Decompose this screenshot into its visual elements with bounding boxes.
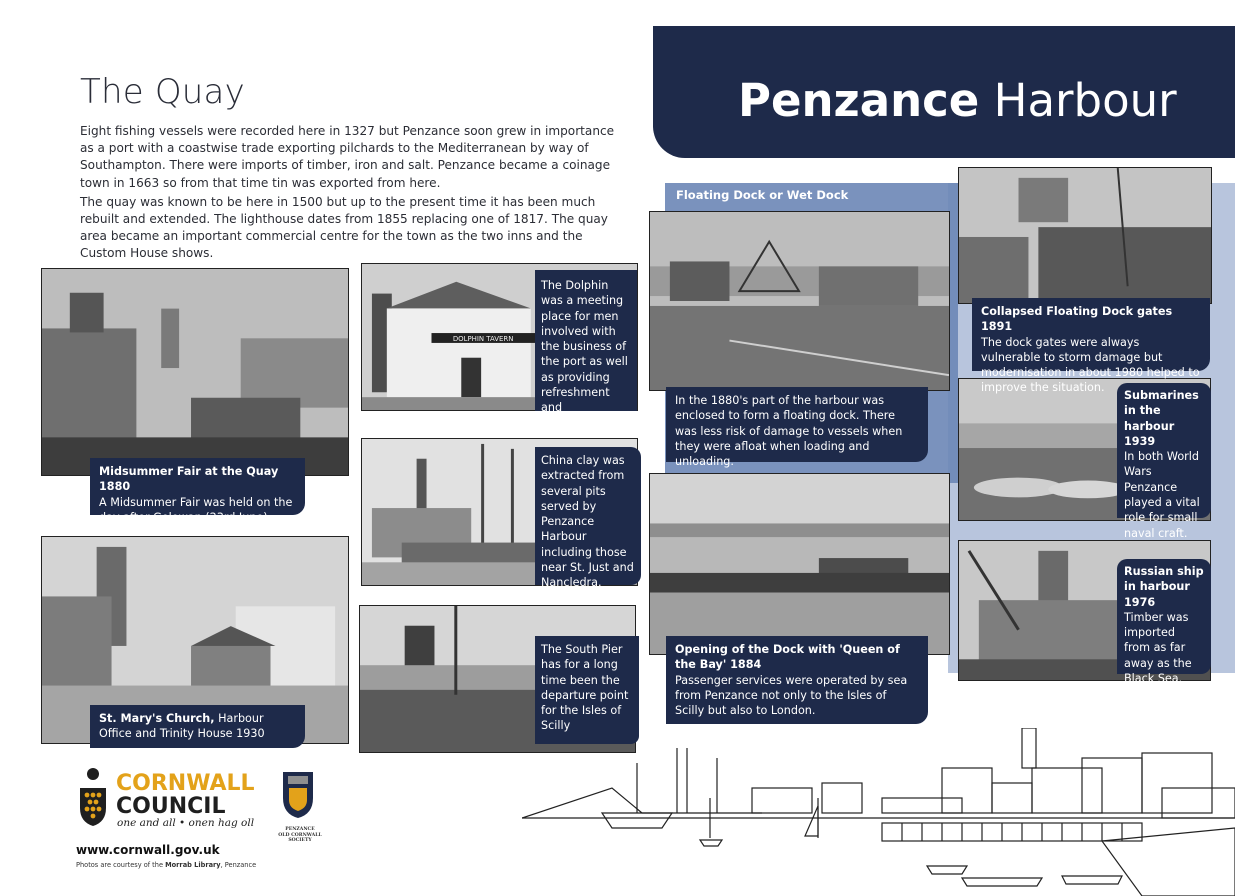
- old-cornwall-society-shield-icon: [280, 768, 316, 820]
- intro-paragraph-2: The quay was known to be here in 1500 but up to the present time it has been much rebuilt and extended. The lighthouse dates from 1855 replacing one of 1817. The quay area became an important commercial centre for the town as the two inns and the Custom House shows.: [80, 194, 608, 261]
- caption-south-pier-text: The South Pier has for a long time been the departure point for the Isles of Scilly: [541, 643, 629, 733]
- credit-library: Morrab Library: [165, 861, 221, 869]
- ocs-line-1: PENZANCE: [285, 827, 315, 832]
- cornwall-council-crest-icon: [76, 764, 110, 828]
- caption-russian-ship: [1117, 559, 1211, 686]
- old-cornwall-society-label: [270, 827, 330, 844]
- photo-floating-dock: [649, 211, 950, 391]
- caption-floating-dock: [666, 387, 928, 469]
- caption-submarines-text: In both World Wars Penzance played a vital role for small naval craft.: [1124, 450, 1200, 540]
- caption-submarines-title: Submarines in the harbour 1939: [1124, 389, 1199, 448]
- intro-text: [80, 123, 620, 265]
- photo-credit: [76, 861, 256, 869]
- council-line-1: CORNWALL: [116, 771, 255, 796]
- photo-collapsed-dock-gates: [958, 167, 1212, 304]
- caption-opening-dock: [666, 636, 928, 724]
- caption-midsummer-fair: [90, 458, 305, 524]
- caption-collapsed-text: The dock gates were always vulnerable to storm damage but modernisation in about 1980 helped to improve the situation.: [981, 335, 1200, 395]
- caption-opening-title: Opening of the Dock with 'Queen of the Bay' 1884: [675, 643, 900, 672]
- dolphin-tavern-sign: DOLPHIN TAVERN: [452, 334, 514, 343]
- caption-st-marys: [90, 705, 305, 748]
- caption-st-marys-body: [99, 712, 265, 740]
- banner-title-regular: Harbour: [993, 74, 1177, 127]
- banner-title-bold: Penzance: [738, 74, 980, 127]
- banner-title: [738, 74, 1177, 127]
- caption-china-clay-text: China clay was extracted from several pits served by Penzance Harbour including those near St. Just and Nancledra.: [541, 454, 634, 590]
- caption-dolphin-text: The Dolphin was a meeting place for men involved with the business of the port as well as providing refreshment and accommodation.: [541, 279, 635, 430]
- caption-china-clay: [535, 447, 641, 590]
- website-link[interactable]: www.cornwall.gov.uk: [76, 843, 220, 857]
- cornwall-council-logo-text: [116, 772, 255, 818]
- caption-russian-title: Russian ship in harbour 1976: [1124, 565, 1204, 609]
- caption-midsummer-title: Midsummer Fair at the Quay 1880: [99, 465, 279, 494]
- caption-floating-dock-text: In the 1880's part of the harbour was enclosed to form a floating dock. There was less risk of damage to vessels when they were afloat when loading and unloading.: [675, 394, 903, 469]
- credit-suffix: , Penzance: [220, 861, 257, 869]
- caption-st-marys-title: St. Mary's Church,: [99, 712, 215, 725]
- floating-dock-label: Floating Dock or Wet Dock: [676, 188, 849, 202]
- caption-st-marys-text: Harbour Office and Trinity House 1930: [99, 712, 265, 741]
- council-line-2: COUNCIL: [116, 794, 226, 819]
- photo-queen-of-the-bay: [649, 473, 950, 655]
- caption-submarines: [1117, 383, 1211, 540]
- caption-collapsed-gates: [972, 298, 1210, 395]
- caption-midsummer-text: A Midsummer Fair was held on the day after Golowan (23rd June): [99, 495, 293, 524]
- caption-opening-text: Passenger services were operated by sea from Penzance not only to the Isles of Scilly but also to London.: [675, 673, 908, 718]
- photo-midsummer-fair: [41, 268, 349, 476]
- harbour-sketch-illustration: [522, 728, 1235, 896]
- ocs-line-2: OLD CORNWALL SOCIETY: [278, 832, 322, 843]
- council-motto: one and all • onen hag oll: [117, 817, 255, 829]
- caption-russian-text: Timber was imported from as far away as the Black Sea.: [1124, 610, 1192, 686]
- credit-prefix: Photos are courtesy of the: [76, 861, 166, 869]
- page-title: The Quay: [80, 72, 245, 112]
- intro-paragraph-1: Eight fishing vessels were recorded here in 1327 but Penzance soon grew in importance as a port with a coastwise trade exporting pilchards to the Mediterranean by way of Southampton. There were imports of timber, iron and salt. Penzance became a coinage town in 1663 so from that time tin was exported from here.: [80, 124, 615, 190]
- caption-collapsed-title: Collapsed Floating Dock gates 1891: [981, 305, 1173, 334]
- caption-dolphin: [535, 270, 637, 430]
